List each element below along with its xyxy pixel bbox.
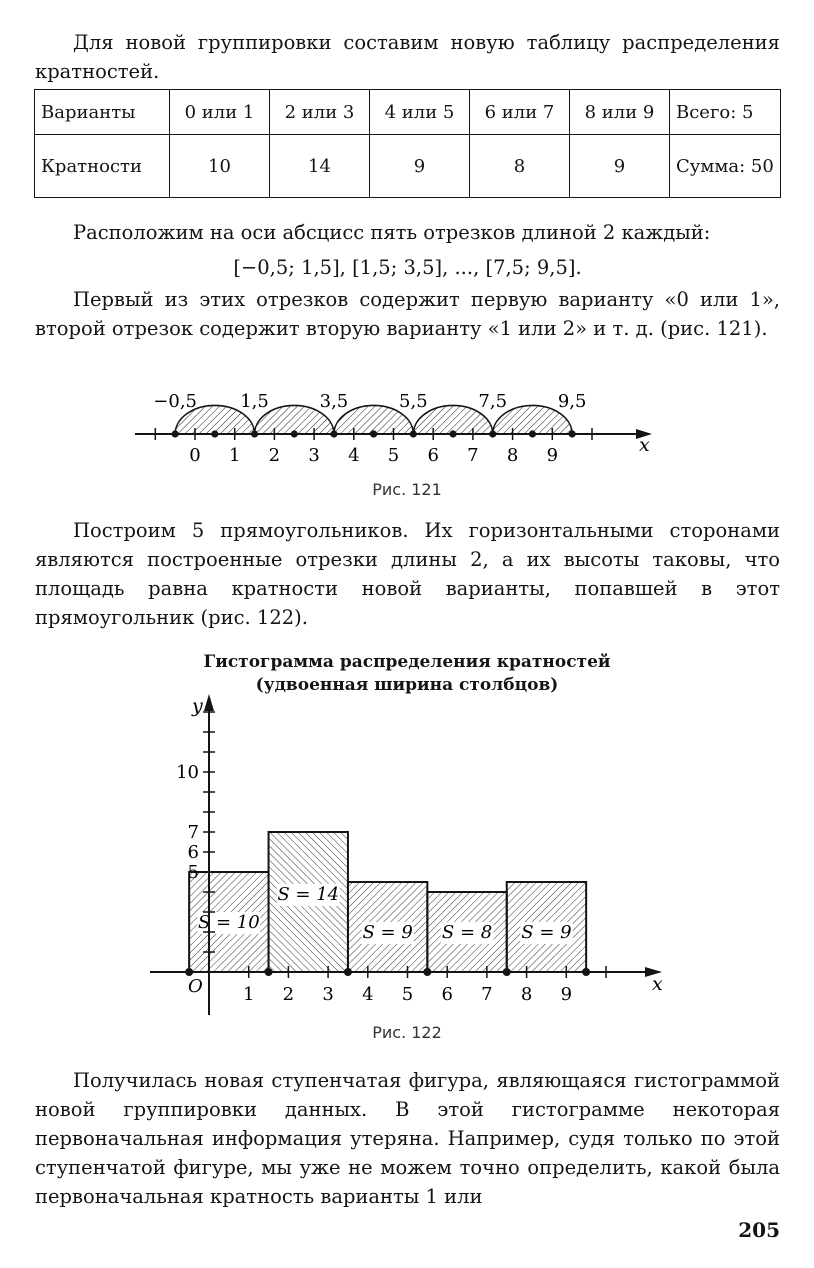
table-row — [35, 135, 781, 198]
tick-label: 9 — [546, 445, 559, 466]
point-marker — [330, 430, 337, 437]
y-tick-label: 5 — [187, 862, 199, 883]
count-cell: 9 — [370, 135, 470, 198]
interval-endpoint-label: 5,5 — [399, 391, 428, 412]
count-cell: 9 — [570, 135, 670, 198]
bin-edge-marker — [582, 968, 590, 976]
y-tick-label: 10 — [176, 762, 199, 783]
x-tick-label: 3 — [322, 984, 334, 1005]
tick-label: 1 — [228, 445, 241, 466]
x-tick-label: 5 — [401, 984, 414, 1005]
figure-121-number-line — [0, 385, 814, 475]
intervals-formula: [−0,5; 1,5], [1,5; 3,5], ..., [7,5; 9,5]. — [233, 256, 582, 279]
chart-title-line2: (удвоенная ширина столбцов) — [255, 675, 559, 695]
x-tick-label: 4 — [362, 984, 374, 1005]
area-label: S = 14 — [277, 884, 340, 905]
interval-endpoint-label: 1,5 — [240, 391, 269, 412]
variant-cell: 6 или 7 — [470, 90, 570, 135]
tick-label: 2 — [268, 445, 281, 466]
bin-edge-marker — [423, 968, 431, 976]
count-cell: 8 — [470, 135, 570, 198]
first-segment-paragraph: Первый из этих отрезков содержит первую варианту «0 или 1», второй отрезок содержит вторую варианту «1 или 2» и т. д. (рис. 121). — [35, 288, 780, 340]
x-tick-label: 8 — [520, 984, 533, 1005]
tick-label: 0 — [189, 445, 201, 466]
figure-121-caption: Рис. 121 — [372, 480, 442, 499]
point-marker — [569, 430, 576, 437]
x-tick-label: 9 — [560, 984, 573, 1005]
axis-label-y: y — [192, 695, 203, 717]
interval-endpoint-label: 9,5 — [557, 391, 587, 412]
point-marker — [529, 430, 536, 437]
point-marker — [251, 430, 258, 437]
x-tick-label: 6 — [441, 984, 453, 1005]
figure-122-histogram — [0, 690, 814, 1020]
arrow-icon — [204, 694, 214, 711]
intro-paragraph: Для новой группировки составим новую таблицу распределения кратностей. — [35, 31, 780, 83]
point-marker — [410, 430, 417, 437]
tick-label: 3 — [308, 445, 320, 466]
point-marker — [370, 430, 377, 437]
bin-edge-marker — [265, 968, 273, 976]
point-marker — [211, 430, 218, 437]
area-label: S = 9 — [362, 922, 413, 943]
area-label: S = 10 — [197, 912, 260, 933]
y-tick-label: 6 — [187, 842, 199, 863]
total-cell: Всего: 5 — [670, 90, 781, 135]
x-tick-label: 1 — [242, 984, 255, 1005]
row-header-variants: Варианты — [35, 90, 170, 135]
variant-cell: 2 или 3 — [270, 90, 370, 135]
interval-endpoint-label: 7,5 — [478, 391, 508, 412]
x-tick-label: 2 — [282, 984, 295, 1005]
row-header-counts: Кратности — [35, 135, 170, 198]
chart-title-line1: Гистограмма распределения кратностей — [203, 652, 611, 672]
area-label: S = 8 — [441, 922, 493, 943]
bin-edge-marker — [185, 968, 193, 976]
tick-label: 4 — [348, 445, 360, 466]
point-marker — [291, 430, 298, 437]
sum-cell: Сумма: 50 — [670, 135, 781, 198]
tick-label: 8 — [506, 445, 519, 466]
area-label: S = 9 — [521, 922, 572, 943]
x-tick-label: 7 — [481, 984, 493, 1005]
tick-label: 7 — [467, 445, 479, 466]
bin-edge-marker — [344, 968, 352, 976]
count-cell: 10 — [170, 135, 270, 198]
origin-label: O — [188, 976, 203, 997]
interval-endpoint-label: 3,5 — [319, 391, 349, 412]
tick-label: 6 — [427, 445, 439, 466]
count-cell: 14 — [270, 135, 370, 198]
figure-122-caption: Рис. 122 — [372, 1023, 442, 1042]
tick-label: 5 — [387, 445, 400, 466]
y-tick-label: 7 — [187, 822, 199, 843]
axis-label-x: x — [652, 973, 663, 995]
variant-cell: 0 или 1 — [170, 90, 270, 135]
page-number: 205 — [738, 1218, 780, 1242]
point-marker — [449, 430, 456, 437]
axis-label-x: x — [639, 434, 650, 456]
variant-cell: 8 или 9 — [570, 90, 670, 135]
distribution-table — [34, 89, 781, 198]
rectangles-paragraph: Построим 5 прямоугольников. Их горизонтальными сторонами являются построенные отрезки длины 2, а их высоты таковы, что площадь равна кратности новой варианты, попавшей в этот прямоугольник (рис. 122). — [35, 519, 780, 629]
conclusion-paragraph: Получилась новая ступенчатая фигура, являющаяся гистограммой новой группировки данных. В этой гистограмме некоторая первоначальная информация утеряна. Например, судя только по этой ступенчатой фигуре, мы уже не можем точно определить, какой была первоначальная кратность варианты 1 или — [35, 1069, 780, 1208]
point-marker — [172, 430, 179, 437]
bin-edge-marker — [503, 968, 511, 976]
interval-endpoint-label: −0,5 — [153, 391, 198, 412]
point-marker — [489, 430, 496, 437]
intervals-paragraph: Расположим на оси абсцисс пять отрезков длиной 2 каждый: — [73, 221, 711, 244]
table-row — [35, 90, 781, 135]
variant-cell: 4 или 5 — [370, 90, 470, 135]
